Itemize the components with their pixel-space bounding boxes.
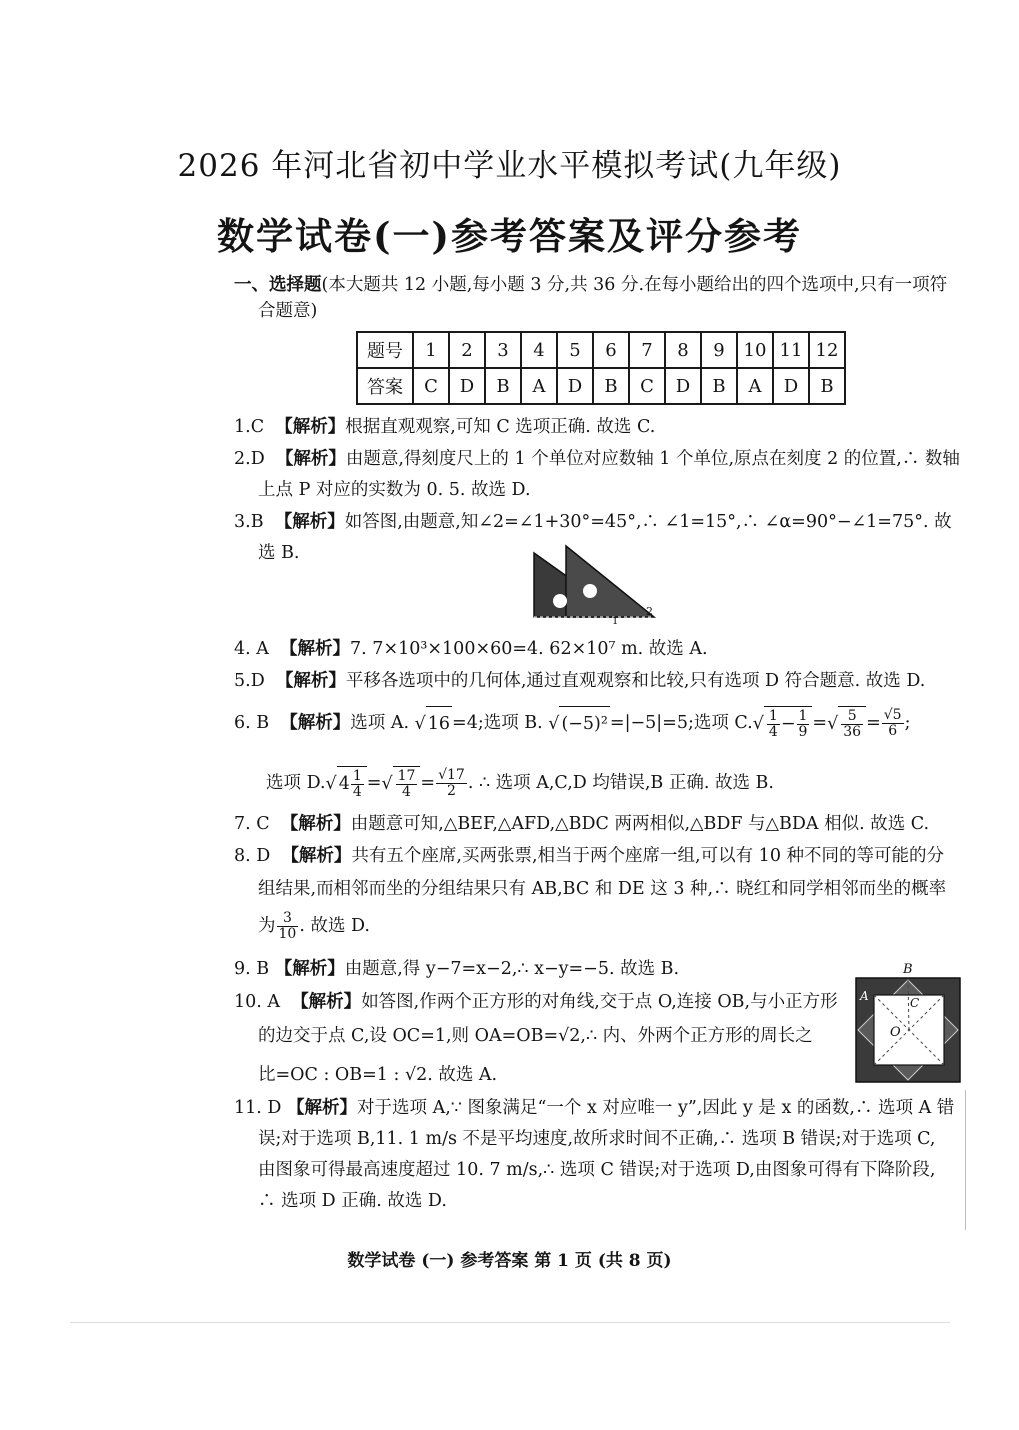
sqrt-expression: √ (−5)² bbox=[548, 706, 610, 741]
table-header-cell: 答案 bbox=[357, 368, 413, 404]
answer-table-row-numbers bbox=[357, 332, 845, 368]
fraction bbox=[767, 709, 780, 740]
item-text-cont: 比=OC : OB=1 : √2. 故选 A. bbox=[258, 1065, 498, 1085]
answer-item-3 bbox=[234, 509, 974, 535]
item-text: . ∴ 选项 A,C,D 均错误,B 正确. 故选 B. bbox=[467, 773, 774, 793]
fraction bbox=[396, 769, 418, 800]
numerator: √17 bbox=[438, 767, 465, 783]
item-label: 5.D bbox=[234, 671, 265, 691]
denominator: 6 bbox=[888, 723, 898, 739]
denominator: 9 bbox=[798, 724, 808, 740]
denominator: 10 bbox=[278, 926, 297, 942]
denominator: 2 bbox=[447, 783, 456, 799]
question-number-cell: 11 bbox=[773, 332, 809, 368]
item-text: 对于选项 A,∵ 图象满足“一个 x 对应唯一 y”,因此 y 是 x 的函数,∴ 选项 A 错 bbox=[357, 1098, 955, 1118]
item-label: 9. B bbox=[234, 959, 270, 979]
question-number-cell: 9 bbox=[701, 332, 737, 368]
item-text-cont: ∴ 选项 D 正确. 故选 D. bbox=[258, 1191, 447, 1211]
analysis-tag: 【解析】 bbox=[280, 814, 351, 834]
item-text: 由题意,得刻度尺上的 1 个单位对应数轴 1 个单位,原点在刻度 2 的位置,∴ 数轴 bbox=[345, 449, 960, 469]
answer-cell: D bbox=[557, 368, 593, 404]
item-text-cont bbox=[258, 908, 998, 944]
radicand: 16 bbox=[426, 706, 452, 741]
item-text-cont: 组结果,而相邻而坐的分组结果只有 AB,BC 和 DE 这 3 种,∴ 晓红和同学相邻而坐的概率 bbox=[258, 879, 947, 899]
angle-1-label: 1 bbox=[612, 616, 619, 625]
fraction bbox=[797, 709, 810, 740]
answer-item-8 bbox=[234, 843, 974, 869]
fraction bbox=[351, 769, 364, 800]
item-text-cont: 的边交于点 C,设 OC=1,则 OA=OB=√2,∴ 内、外两个正方形的周长之 bbox=[258, 1026, 813, 1046]
answer-cell: B bbox=[485, 368, 521, 404]
item-text: 选项 A. bbox=[350, 713, 415, 733]
numerator: 17 bbox=[397, 768, 416, 784]
item-label: 11. D bbox=[234, 1098, 282, 1118]
answer-cell: B bbox=[593, 368, 629, 404]
item-label: 10. A bbox=[234, 992, 281, 1012]
section-description: (本大题共 12 小题,每小题 3 分,共 36 分.在每小题给出的四个选项中,只有一项符 bbox=[321, 275, 948, 295]
analysis-tag: 【解析】 bbox=[291, 992, 362, 1012]
item-label: 2.D bbox=[234, 449, 265, 469]
item-text: 共有五个座席,买两张票,相当于两个座席一组,可以有 10 种不同的等可能的分 bbox=[351, 846, 945, 866]
denominator: 4 bbox=[768, 724, 778, 740]
answer-cell: A bbox=[737, 368, 773, 404]
numerator: 1 bbox=[768, 708, 778, 724]
item-text: 如答图,由题意,知∠2=∠1+30°=45°,∴ ∠1=15°,∴ ∠α=90°−∠1=75°. 故 bbox=[344, 512, 952, 532]
item-label: 7. C bbox=[234, 814, 270, 834]
item-text: =|−5|=5;选项 C. bbox=[609, 713, 753, 733]
sqrt-expression: √ 16 bbox=[415, 706, 452, 741]
point-c-label: C bbox=[910, 996, 920, 1010]
answer-item-6-cont: 选项 D.√ 4 $\frac{1}{4}$ =√ $\frac{17}{4}$ = $\frac{√17}{2}$ . ∴ 选项 A,C,D 均错误,B 正确. 故选 B. bbox=[266, 767, 774, 800]
denominator: 36 bbox=[843, 724, 862, 740]
question-number-cell: 12 bbox=[809, 332, 845, 368]
item-text-cont: 由图象可得最高速度超过 10. 7 m/s,∴ 选项 C 错误;对于选项 D,由图象可得有下降阶段, bbox=[258, 1160, 936, 1180]
question-number-cell: 3 bbox=[485, 332, 521, 368]
answer-cell: A bbox=[521, 368, 557, 404]
item-text: 为 bbox=[258, 916, 276, 936]
item-label: 8. D bbox=[234, 846, 271, 866]
analysis-tag: 【解析】 bbox=[274, 512, 345, 532]
analysis-tag: 【解析】 bbox=[281, 846, 352, 866]
ruler-hole bbox=[553, 594, 567, 608]
question-number-cell: 8 bbox=[665, 332, 701, 368]
sqrt-expression: √ $\frac{5}{36}$ bbox=[827, 706, 866, 741]
answer-cell: C bbox=[413, 368, 449, 404]
analysis-tag: 【解析】 bbox=[275, 417, 346, 437]
item-text: . 故选 D. bbox=[299, 916, 370, 936]
analysis-tag: 【解析】 bbox=[287, 1098, 358, 1118]
item-text: 由题意可知,△BEF,△AFD,△BDC 两两相似,△BDF 与△BDA 相似. 故选 C. bbox=[350, 814, 930, 834]
answer-item-6: 6. B 【解析】选项 A. √ 16 =4;选项 B. √ (−5)² =|−5|=5;选项 C.√ $\frac{1}{4}$ − $\frac{1}{9}$ =√ $\frac{5}{36}$ = $\frac{√5}{6}$ ; bbox=[234, 707, 911, 740]
section-heading bbox=[234, 272, 974, 298]
answer-item-2 bbox=[234, 446, 974, 472]
denominator: 4 bbox=[352, 784, 362, 800]
item-text: 如答图,作两个正方形的对角线,交于点 O,连接 OB,与小正方形 bbox=[361, 992, 838, 1012]
answer-cell: D bbox=[665, 368, 701, 404]
answer-cell: B bbox=[809, 368, 845, 404]
triangle-rulers-figure bbox=[526, 543, 666, 625]
question-number-cell: 1 bbox=[413, 332, 449, 368]
analysis-tag: 【解析】 bbox=[280, 639, 351, 659]
answer-item-11 bbox=[234, 1095, 974, 1121]
analysis-tag: 【解析】 bbox=[275, 671, 346, 691]
numerator: √5 bbox=[883, 707, 902, 723]
question-number-cell: 2 bbox=[449, 332, 485, 368]
numerator: 1 bbox=[798, 708, 808, 724]
page-footer: 数学试卷 (一) 参考答案 第 1 页 (共 8 页) bbox=[347, 1251, 672, 1271]
nested-squares-figure bbox=[850, 960, 966, 1088]
item-text-cont: 上点 P 对应的实数为 0. 5. 故选 D. bbox=[258, 480, 531, 500]
section-description-cont: 合题意) bbox=[258, 301, 318, 321]
fraction bbox=[882, 708, 904, 739]
question-number-cell: 7 bbox=[629, 332, 665, 368]
item-label: 4. A bbox=[234, 639, 269, 659]
answer-cell: D bbox=[449, 368, 485, 404]
margin-divider bbox=[965, 1090, 966, 1230]
analysis-tag: 【解析】 bbox=[274, 959, 345, 979]
item-label: 6. B bbox=[234, 713, 270, 733]
numerator: 1 bbox=[352, 768, 362, 784]
section-label: 一、选择题 bbox=[234, 275, 322, 295]
answer-table bbox=[356, 331, 846, 405]
item-text: 选项 D. bbox=[266, 773, 326, 793]
item-label: 3.B bbox=[234, 512, 264, 532]
answer-table-row-answers bbox=[357, 368, 845, 404]
scan-edge-line bbox=[70, 1322, 950, 1323]
point-o-label: O bbox=[890, 1025, 901, 1040]
item-text: 根据直观观察,可知 C 选项正确. 故选 C. bbox=[345, 417, 656, 437]
question-number-cell: 4 bbox=[521, 332, 557, 368]
radicand: (−5)² bbox=[559, 706, 609, 741]
answer-item-7 bbox=[234, 811, 974, 837]
item-label: 1.C bbox=[234, 417, 265, 437]
question-number-cell: 10 bbox=[737, 332, 773, 368]
table-header-cell: 题号 bbox=[357, 332, 413, 368]
sqrt-expression: √ 4 $\frac{1}{4}$ bbox=[326, 766, 367, 801]
numerator: 3 bbox=[277, 911, 299, 927]
analysis-tag: 【解析】 bbox=[275, 449, 346, 469]
item-text: 平移各选项中的几何体,通过直观观察和比较,只有选项 D 符合题意. 故选 D. bbox=[345, 671, 926, 691]
answer-cell: B bbox=[701, 368, 737, 404]
item-text: 7. 7×10³×100×60=4. 62×10⁷ m. 故选 A. bbox=[350, 639, 708, 659]
ruler-hole bbox=[583, 584, 597, 598]
answer-item-4 bbox=[234, 636, 974, 662]
answer-cell: D bbox=[773, 368, 809, 404]
document-subtitle: 数学试卷(一)参考答案及评分参考 bbox=[216, 214, 802, 258]
denominator: 4 bbox=[402, 784, 411, 800]
analysis-tag: 【解析】 bbox=[280, 713, 351, 733]
item-text: 由题意,得 y−7=x−2,∴ x−y=−5. 故选 B. bbox=[344, 959, 680, 979]
point-a-label: A bbox=[860, 989, 869, 1003]
fraction bbox=[841, 709, 863, 740]
item-text-cont: 选 B. bbox=[258, 543, 300, 563]
item-text-cont: 误;对于选项 B,11. 1 m/s 不是平均速度,故所求时间不正确,∴ 选项 B 错误;对于选项 C, bbox=[258, 1129, 936, 1149]
set-square-right bbox=[566, 546, 654, 617]
exam-title: 2026 年河北省初中学业水平模拟考试(九年级) bbox=[177, 148, 842, 184]
angle-2-label: 2 bbox=[646, 605, 653, 618]
fraction bbox=[436, 768, 467, 799]
item-text: =4;选项 B. bbox=[452, 713, 549, 733]
answer-item-5 bbox=[234, 668, 974, 694]
sqrt-expression: √ $\frac{17}{4}$ bbox=[381, 766, 420, 801]
question-number-cell: 6 bbox=[593, 332, 629, 368]
sqrt-expression: √ $\frac{1}{4}$ − $\frac{1}{9}$ bbox=[753, 706, 813, 741]
question-number-cell: 5 bbox=[557, 332, 593, 368]
answer-cell: C bbox=[629, 368, 665, 404]
fraction bbox=[277, 911, 299, 942]
answer-item-1 bbox=[234, 414, 974, 440]
angle-alpha-label: α bbox=[528, 613, 536, 625]
numerator: 5 bbox=[841, 709, 863, 725]
point-b-label: B bbox=[903, 962, 913, 977]
mixed-number-whole: 4 bbox=[338, 774, 350, 794]
